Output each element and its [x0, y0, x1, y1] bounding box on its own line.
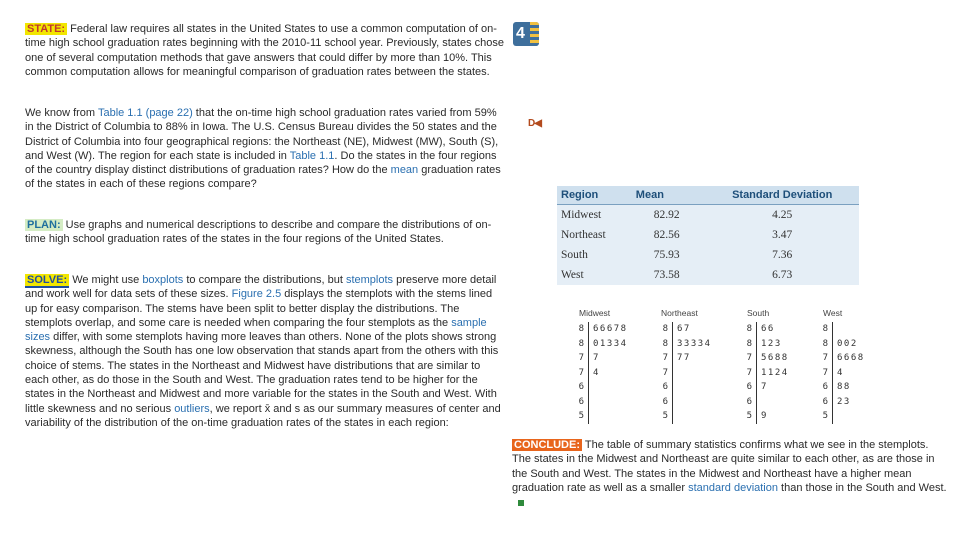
- stem-row: [575, 351, 653, 366]
- audio-speaker-icon[interactable]: D◀: [528, 118, 541, 129]
- conclude-text: than those in the South and West.: [778, 482, 947, 495]
- stem-divider: [672, 351, 673, 366]
- stem-divider: [672, 395, 673, 410]
- col-header-mean: Mean: [632, 186, 706, 205]
- stemplot-south: [743, 322, 821, 424]
- stem-value: 6: [662, 382, 668, 392]
- stem-value: 8: [822, 324, 828, 334]
- context-text: We know from: [25, 107, 98, 119]
- stem-leaves: 77: [677, 353, 691, 363]
- boxplots-keyword: boxplots: [142, 274, 184, 286]
- stem-divider: [832, 337, 833, 352]
- stem-value: 6: [822, 396, 828, 407]
- stemplot-midwest: [575, 322, 653, 424]
- stem-value: 5: [662, 411, 668, 421]
- stem-row: [819, 337, 897, 352]
- cell-mean: 75.93: [632, 245, 706, 265]
- stem-leaves: 4: [593, 367, 600, 378]
- stem-leaves: 7: [593, 353, 600, 363]
- solve-text: differ, with some stemplots having more leaves than others. None of the plots shows strong skewness, although the South has one low observation that stands apart from the others with this choice of stems. The states in the Northeast and Midwest have distributions that are similar to each other, as do those in the South and West. The graduation rates tend to be higher for the states in the Northeast and Midwest and more variable for the states in the South and West. With little skewness and no serious: [25, 331, 499, 415]
- table-1-1-link[interactable]: Table 1.1: [289, 149, 335, 162]
- stem-value: 5: [578, 411, 584, 421]
- cell-mean: 82.92: [632, 205, 706, 226]
- stem-row: [575, 409, 653, 424]
- stem-divider: [588, 380, 589, 395]
- x-bar-symbol: x̄: [264, 402, 271, 415]
- stem-divider: [588, 351, 589, 366]
- stem-value: 7: [662, 353, 668, 363]
- stem-leaves: 002: [837, 338, 858, 349]
- badge-number: 4: [516, 25, 525, 42]
- stem-divider: [832, 351, 833, 366]
- cell-region: South: [557, 245, 632, 265]
- context-text: that the on-time high school graduation rates varied from 59% in the District of Columbia to 88% in Iowa. The U.S. Census Bureau divides the 50 states and the District of Columbia into four geographical regions: the Northeast (NE), Midwest (MW), South (S), and West (W). The region for each state is included in: [25, 107, 499, 162]
- stem-value: 6: [662, 396, 668, 407]
- stem-value: 5: [746, 411, 752, 421]
- state-label: STATE:: [27, 23, 66, 35]
- context-text: graduation rates of the states in each of these regions compare?: [25, 164, 501, 191]
- stem-divider: [672, 337, 673, 352]
- stem-row: [819, 395, 897, 410]
- stem-row: [819, 380, 897, 395]
- solve-text: We might use: [69, 274, 143, 286]
- stem-leaves: 9: [761, 411, 768, 421]
- stem-divider: [756, 395, 757, 410]
- state-paragraph: [25, 22, 505, 79]
- stem-row: [819, 409, 897, 424]
- stem-divider: [756, 351, 757, 366]
- table-row: [557, 245, 859, 265]
- stem-divider: [832, 380, 833, 395]
- stemplot-title-midwest: Midwest: [579, 308, 611, 318]
- stem-leaves: 5688: [761, 353, 789, 363]
- stem-value: 6: [746, 396, 752, 407]
- cell-sd: 6.73: [705, 265, 859, 285]
- solve-paragraph: [25, 273, 505, 430]
- stem-row: [659, 409, 737, 424]
- stem-row: [575, 380, 653, 395]
- stem-leaves: 88: [837, 382, 851, 392]
- state-text: Federal law requires all states in the United States to use a common computation of on-time high school graduation rates beginning with the 2010-11 school year. Previously, states chose one of several computation methods that gave answers that could differ by more than 10%. This common computation allows for meaningful comparison of graduation rates between the states.: [25, 23, 504, 78]
- table-row: [557, 265, 859, 285]
- stem-row: [819, 322, 897, 337]
- stem-value: 6: [822, 382, 828, 392]
- plan-label: PLAN:: [27, 219, 61, 231]
- stem-divider: [672, 322, 673, 337]
- stem-divider: [832, 409, 833, 424]
- stem-divider: [588, 337, 589, 352]
- stem-leaves: 66678: [593, 324, 628, 334]
- table-row: [557, 205, 859, 226]
- stem-row: [659, 322, 737, 337]
- stem-row: [659, 380, 737, 395]
- stem-value: 8: [662, 338, 668, 349]
- stem-row: [743, 322, 821, 337]
- plan-text: Use graphs and numerical descriptions to describe and compare the distributions of on-time high school graduation rates of the states in the four regions of the United States.: [25, 219, 492, 246]
- stem-value: 6: [746, 382, 752, 392]
- stemplot-northeast: [659, 322, 737, 424]
- stem-value: 6: [578, 382, 584, 392]
- stemplot-title-south: South: [747, 308, 770, 318]
- stem-value: 8: [746, 338, 752, 349]
- stem-divider: [588, 366, 589, 381]
- col-header-sd: Standard Deviation: [705, 186, 859, 205]
- stem-row: [819, 366, 897, 381]
- stem-value: 6: [578, 396, 584, 407]
- stem-leaves: 23: [837, 396, 851, 407]
- context-paragraph: [25, 106, 505, 192]
- stemplot-title-northeast: Northeast: [661, 308, 698, 318]
- stem-divider: [756, 380, 757, 395]
- stem-leaves: 33334: [677, 338, 712, 349]
- stem-leaves: 1124: [761, 367, 789, 378]
- solve-text: to compare the distributions, but: [183, 274, 346, 286]
- stem-leaves: 6668: [837, 353, 865, 363]
- stem-row: [743, 395, 821, 410]
- stem-row: [743, 366, 821, 381]
- standard-deviation-keyword: standard deviation: [688, 482, 778, 495]
- stem-leaves: 7: [761, 382, 768, 392]
- stemplots-keyword: stemplots: [345, 274, 394, 286]
- cell-region: Midwest: [557, 205, 632, 226]
- mean-keyword: mean: [390, 164, 419, 177]
- stem-row: [575, 366, 653, 381]
- cell-mean: 73.58: [632, 265, 706, 285]
- stem-value: 8: [822, 338, 828, 349]
- cell-mean: 82.56: [632, 225, 706, 245]
- stem-value: 7: [662, 367, 668, 378]
- plan-paragraph: [25, 218, 505, 247]
- conclude-label: CONCLUDE:: [514, 439, 580, 451]
- solve-text: and s as our summary measures of center and variability of the distribution of the on-time graduation rates of the states in each region:: [25, 402, 501, 429]
- stem-divider: [588, 322, 589, 337]
- stem-row: [659, 337, 737, 352]
- stem-value: 8: [578, 338, 584, 349]
- stem-value: 8: [746, 324, 752, 334]
- table-row: [557, 225, 859, 245]
- conclude-text: The table of summary statistics confirms what we see in the stemplots. The states in the Midwest and Northeast are quite similar to each other, as are those in the South and West. The states in the Midwest and Northeast have a higher mean graduation rate as well as a smaller: [512, 439, 935, 495]
- stem-row: [575, 322, 653, 337]
- stem-row: [743, 409, 821, 424]
- summary-stats-table: [557, 186, 859, 285]
- stem-value: 5: [822, 411, 828, 421]
- cell-region: West: [557, 265, 632, 285]
- stem-value: 7: [578, 367, 584, 378]
- stem-leaves: 66: [761, 324, 775, 334]
- stem-leaves: 01334: [593, 338, 628, 349]
- stem-leaves: 4: [837, 367, 844, 378]
- stem-row: [659, 366, 737, 381]
- stem-row: [743, 380, 821, 395]
- stem-divider: [672, 366, 673, 381]
- solve-label: SOLVE:: [27, 274, 68, 286]
- stem-value: 7: [822, 353, 828, 363]
- stats-header-row: [557, 186, 859, 205]
- stem-row: [659, 351, 737, 366]
- stem-divider: [672, 380, 673, 395]
- sample-sizes-keyword: sample sizes: [25, 316, 487, 344]
- stem-divider: [756, 337, 757, 352]
- stem-row: [743, 337, 821, 352]
- stem-row: [743, 351, 821, 366]
- stem-divider: [832, 366, 833, 381]
- cell-sd: 7.36: [705, 245, 859, 265]
- stem-divider: [832, 322, 833, 337]
- outliers-keyword: outliers: [174, 402, 210, 415]
- cell-sd: 3.47: [705, 225, 859, 245]
- solve-text: , we report: [209, 402, 265, 415]
- stem-row: [659, 395, 737, 410]
- stem-value: 7: [746, 353, 752, 363]
- conclude-paragraph: [512, 438, 948, 510]
- solve-text: preserve more detail and work well for data sets of these sizes.: [25, 274, 497, 301]
- step-four-badge-icon: [513, 22, 539, 46]
- solve-text: displays the stemplots with the stems lined up for easy comparison. The stems have been split to better display the distributions. The stemplots overlap, and some care is needed when comparing the four stemplots as the: [25, 288, 493, 329]
- stemplot-title-west: West: [823, 308, 843, 318]
- stem-divider: [756, 409, 757, 424]
- stem-divider: [672, 409, 673, 424]
- cell-sd: 4.25: [705, 205, 859, 226]
- stem-row: [575, 337, 653, 352]
- stem-value: 7: [578, 353, 584, 363]
- figure-2-5-link[interactable]: Figure 2.5: [231, 288, 282, 301]
- stem-leaves: 67: [677, 324, 691, 334]
- table-1-1-page-link[interactable]: Table 1.1 (page 22): [97, 107, 193, 119]
- cell-region: Northeast: [557, 225, 632, 245]
- stem-divider: [832, 395, 833, 410]
- stem-value: 8: [578, 324, 584, 334]
- stem-divider: [756, 366, 757, 381]
- col-header-region: Region: [557, 186, 632, 205]
- context-text: . Do the states in the four regions of the country display distinct distributions of graduation rates? How do the: [25, 149, 497, 177]
- stem-value: 7: [822, 367, 828, 378]
- stem-value: 8: [662, 324, 668, 334]
- stem-divider: [756, 322, 757, 337]
- stem-divider: [588, 409, 589, 424]
- stem-value: 7: [746, 367, 752, 378]
- stem-row: [819, 351, 897, 366]
- stem-divider: [588, 395, 589, 410]
- stem-leaves: 123: [761, 338, 782, 349]
- end-of-example-icon: [518, 500, 524, 506]
- stemplot-west: [819, 322, 897, 424]
- stem-row: [575, 395, 653, 410]
